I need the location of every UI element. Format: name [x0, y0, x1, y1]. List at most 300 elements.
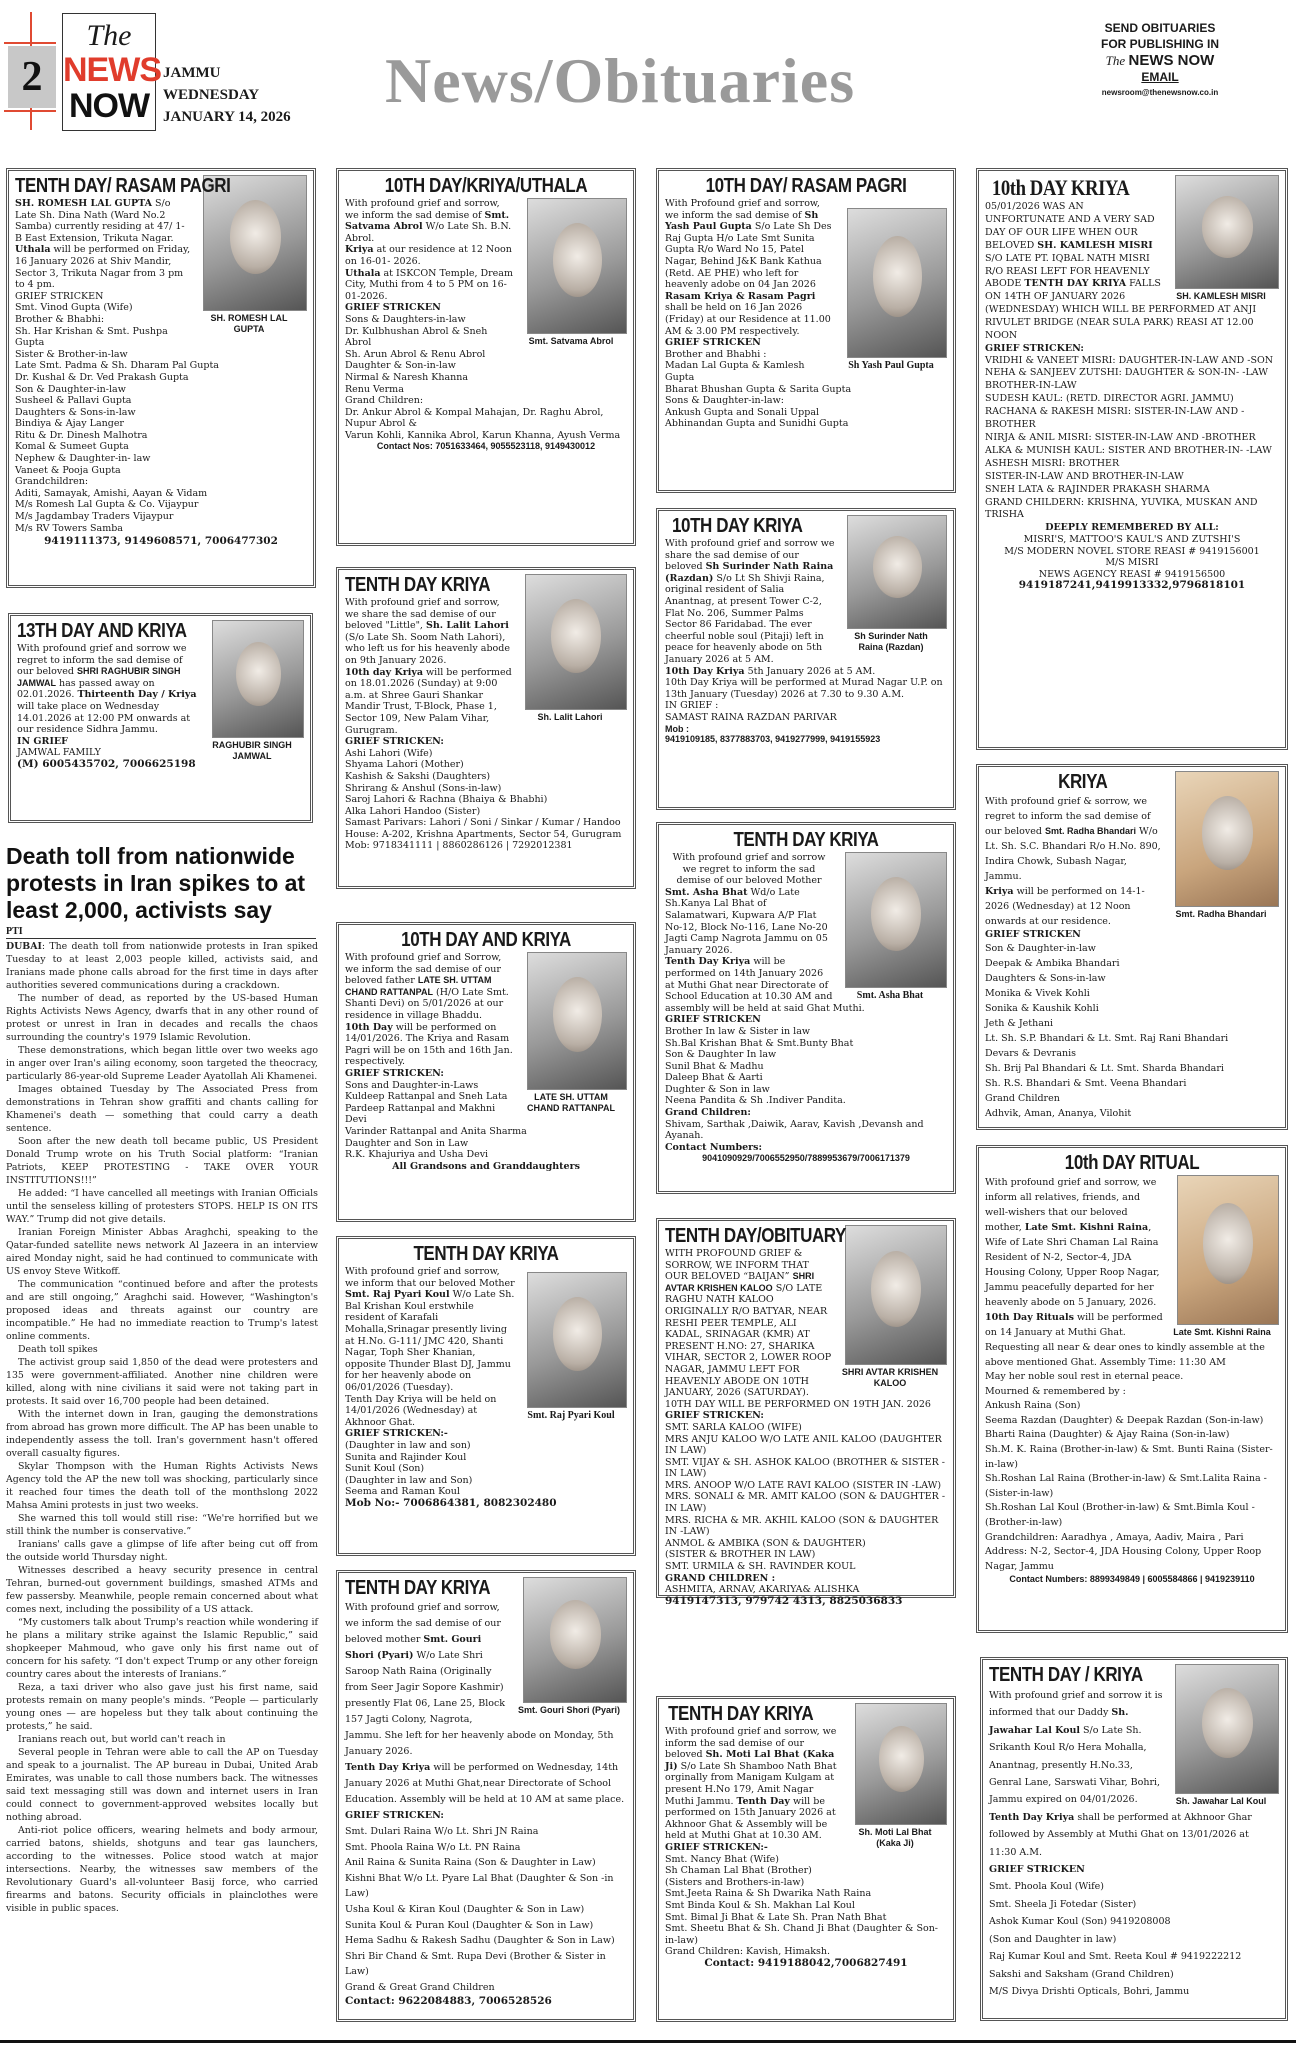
- list-line: Pardeep Rattanpal and Makhni Devi: [345, 1102, 496, 1126]
- logo-now: NOW: [68, 87, 150, 125]
- contact-numbers: 9419109185, 8377883703, 9419277999, 9419155923: [665, 733, 881, 744]
- list-line: Smt. Sheela Ji Fotedar (Sister): [989, 1898, 1137, 1910]
- article-paragraph: Skylar Thompson with the Human Rights Activists News Agency told the AP the new toll was shocking, particularly since it reached four times the death toll of the monthslong 2022 Mahsa Amini protests in just two weeks.: [6, 1461, 318, 1511]
- list-line: Shyama Lahori (Mother): [345, 759, 464, 771]
- email-link[interactable]: newsroom@thenewsnow.co.in: [1101, 88, 1219, 97]
- list-line: Varinder Rattanpal and Anita Sharma: [345, 1125, 527, 1137]
- obituary-title: 10th DAY KRIYA: [991, 175, 1130, 200]
- list-line: Son & Daughter-in-law: [985, 942, 1096, 954]
- grief-stricken-label: GRIEF STRICKEN: [345, 302, 441, 314]
- photo-block: [1171, 1175, 1279, 1338]
- grief-stricken-label: GRIEF STRICKEN: [665, 1014, 761, 1026]
- list-line: Sh.M. K. Raina (Brother-in-law) & Smt. Bunti Raina (Sister-in-law): [985, 1443, 1273, 1470]
- list-line: Smt. Phoola Koul (Wife): [989, 1881, 1104, 1893]
- deceased-name: SH. ROMESH LAL GUPTA: [15, 198, 153, 209]
- list-line: Shrirang & Anshul (Sons-in-law): [345, 782, 502, 794]
- mourners-list: [665, 1026, 947, 1107]
- list-line: (Daughter in law and Son): [345, 1474, 473, 1486]
- list-line: Daughter & Son-in-law: [345, 360, 456, 372]
- list-line: Bindiya & Ajay Langer: [15, 418, 124, 430]
- deceased-name: SHRI RAGHUBIR SINGH JAMWAL: [17, 666, 181, 688]
- list-line: Sh. Brij Pal Bhandari & Lt. Smt. Sharda Bhandari: [985, 1062, 1224, 1074]
- list-line: Bharat Bhushan Gupta & Sarita Gupta: [665, 383, 852, 395]
- contact-numbers: Contact Nos: 7051633464, 9055523118, 9149430012: [376, 441, 596, 452]
- send-news-now: NEWS NOW: [1128, 52, 1215, 69]
- obituary-body: With profound grief and sorrow we regret to inform the sad demise of our beloved SHRI RAGHUBIR SINGH JAMWAL has passed away on 02.01.2026. Thirteenth Day / Kriya will take place on Wednesday 14.01.2026 at 12:00 PM onwards at our residence Sidhra Jammu.: [17, 643, 197, 736]
- grief-stricken-label: GRIEF STRICKEN: [989, 1864, 1085, 1876]
- list-line: Bharti Raina (Daughter) & Ajay Raina (Son-in-law): [985, 1429, 1230, 1441]
- photo-caption: Smt. Raj Pyari Koul: [527, 1410, 615, 1421]
- photo-caption: SH. KAMLESH MISRI: [1176, 291, 1266, 301]
- newspaper-logo: [62, 13, 161, 131]
- page-number: 2: [8, 46, 56, 108]
- article-paragraph: She warned this toll would still rise: “We're horrified but we still think the number is conservative.”: [6, 1513, 318, 1537]
- list-line: MRS ANJU KALOO W/O LATE ANIL KALOO (DAUGHTER IN LAW): [665, 1433, 942, 1457]
- edition-date: JANUARY 14, 2026: [163, 109, 291, 125]
- photo-caption: SH. ROMESH LAL GUPTA: [210, 313, 288, 334]
- mourners-list: [665, 1854, 947, 1958]
- list-line: Kashish & Sakshi (Daughters): [345, 770, 491, 782]
- list-line: Mob: 9718341111 | 8860286126 | 7292012381: [345, 840, 573, 852]
- send-obituaries-box: [1080, 20, 1240, 101]
- mourners-list: [989, 1878, 1279, 2000]
- photo-caption: LATE SH. UTTAM CHAND RATTANPAL: [527, 1092, 615, 1113]
- obituary-kamlesh-misri: [976, 168, 1288, 750]
- list-line: (SISTER & BROTHER IN LAW): [665, 1549, 816, 1561]
- email-label: EMAIL: [1141, 70, 1179, 84]
- list-line: Sons & Daughters-in-law: [345, 313, 466, 325]
- list-line: Sh.Bal Krishan Bhat & Smt.Bunty Bhat: [665, 1037, 854, 1049]
- page-number-marker: [4, 12, 56, 130]
- obituary-title: TENTH DAY/OBITUARY: [665, 1225, 846, 1247]
- list-line: MISRI'S, MATTOO'S KAUL'S AND ZUTSHI'S: [1023, 533, 1241, 545]
- list-line: Sons & Daughter-in-law:: [665, 395, 784, 407]
- list-line: MRS. RICHA & MR. AKHIL KALOO (SON & DAUGHTER IN -LAW): [665, 1514, 939, 1538]
- deceased-name: Smt. Raj Pyari Koul: [345, 1289, 450, 1301]
- grief-stricken-label: GRIEF STRICKEN:-: [665, 1841, 768, 1853]
- article-paragraphs: [6, 992, 318, 1915]
- list-line: Jeth & Jethani: [985, 1017, 1054, 1029]
- list-line: Late Smt. Padma & Sh. Dharam Pal Gupta: [15, 360, 219, 372]
- list-line: Son & Daughter-in-law: [15, 383, 126, 395]
- list-line: Sonika & Kaushik Kohli: [985, 1002, 1099, 1014]
- marker-line: [4, 42, 56, 44]
- mourners-list: [985, 1370, 1279, 1574]
- obituary-asha-bhat: TENTH DAY KRIYA Smt. Asha Bhat With profound grief and sorrow we regret to inform the sad demise of our beloved Mother Smt. Asha Bhat Wd/o Late Sh.Kanya Lal Bhat of Salamatwari, Kupwara A/P Flat No-12, Block No-116, Lane No-20 Jagti Camp Nagrota Jammu on 05 January 2026. Tenth Day Kriya will be performed on 14th January 2026 at Muthi Ghat near Directorate of School Education at 10.30 AM and assembly will be held at said Ghat Muthi. GRIEF STRICKEN Brother In law & Sister in law Sh.Bal Krishan Bhat & Smt.Bunty Bhat Son & Daughter In law Sunil Bhat & Madhu Daleep Bhat & Aarti Dughter & Son in law Neena Pandita & Sh .Indiver Pandita. Grand Children: Shivam, Sarthak ,Daiwik, Aarav, Kavish ,Devansh and Ayanah. Contact Numbers: 9041090929/7006552950/7889953679/7006171379: [656, 822, 956, 1194]
- list-line: Sh.Roshan Lal Raina (Brother-in-law) & Smt.Lalita Raina -(Sister-in-law): [985, 1473, 1267, 1499]
- list-line: (Daughter in law and son): [345, 1439, 471, 1451]
- grief-stricken-label: GRIEF STRICKEN:: [985, 342, 1084, 354]
- photo-block: [521, 952, 627, 1114]
- list-line: Sunil Bhat & Madhu: [665, 1060, 764, 1072]
- list-line: Daughter and Son in Law: [345, 1137, 469, 1149]
- obituary-title: TENTH DAY KRIYA: [733, 829, 879, 851]
- obituary-title: 13TH DAY AND KRIYA: [17, 620, 187, 642]
- grief-stricken-label: GRIEF STRICKEN:-: [345, 1428, 448, 1440]
- article-paragraph: He added: “I have cancelled all meetings with Iranian Officials until the senseless killing of protesters STOPS. HELP IS ON ITS WAY.” Trump did not give details.: [6, 1188, 318, 1225]
- list-line: R.K. Khajuriya and Usha Devi: [345, 1149, 489, 1161]
- mob-label: Mob :: [665, 723, 689, 734]
- list-line: Smt. Nancy Bhat (Wife): [665, 1853, 779, 1865]
- obituary-title: TENTH DAY KRIYA: [345, 1577, 491, 1599]
- obituary-moti-lal-bhat: [656, 1696, 956, 2022]
- list-line: Hema Sadhu & Rakesh Sadhu (Daughter & Son in Law): [345, 1935, 615, 1947]
- list-line: Nephew & Daughter-in- law: [15, 453, 151, 465]
- logo-news: NEWS: [63, 51, 161, 89]
- article-body: [6, 940, 318, 1915]
- list-line: Dr. Kulbhushan Abrol & Sneh Abrol: [345, 325, 488, 349]
- list-line: Grandchildren: Aaradhya , Amaya, Aadiv, Maira , Pari: [985, 1531, 1244, 1543]
- list-line: Daughters & Sons-in-law: [985, 972, 1106, 984]
- obituary-body: With profound grief and sorrow, we inform the sad demise of our beloved mother Smt. Gouri Shori (Pyari) W/o Late Shri Saroop Nath Raina (Originally from Seer Jagir Sopore Kashmir) presently Flat 06, Lane 25, Block 157 Jagti Colony, Nagrota, Jammu. She left for her heavenly abode on Monday, 5th January 2026.: [345, 1602, 614, 1757]
- obituary-title: 10TH DAY KRIYA: [672, 515, 803, 537]
- article-paragraph: Iranians reach out, but world can't reach in: [18, 1734, 226, 1745]
- list-line: Raj Kumar Koul and Smt. Reeta Koul # 9419222212: [989, 1951, 1242, 1963]
- photo-block: [839, 1225, 947, 1389]
- list-line: Deepak & Ambika Bhandari: [985, 957, 1120, 969]
- obituary-body: With profound grief and sorrow, we inform that our beloved Mother Smt. Raj Pyari Koul W/o Late Sh. Bal Krishan Koul erstwhile resident of Karafali Mohalla,Srinagar presently living at H.No. G-111/ JMC 420, Shanti Nagar, Toph Sher Khanian, opposite Thunder Blast DJ, Jammu for her heavenly abode on 06/01/2026 (Tuesday).: [345, 1266, 515, 1393]
- list-line: ANMOL & AMBIKA (SON & DAUGHTER): [665, 1537, 866, 1549]
- list-line: Ankush Gupta and Sonali Uppal: [665, 406, 820, 418]
- list-line: Smt. Vinod Gupta (Wife): [15, 302, 133, 314]
- photo-caption: Smt. Gouri Shori (Pyari): [517, 1705, 620, 1715]
- mourners-list: [665, 1422, 947, 1573]
- obituary-gouri-shori: Smt. Gouri Shori (Pyari) TENTH DAY KRIYA With profound grief and sorrow, we inform the sad demise of our beloved mother Smt. Gouri Shori (Pyari) W/o Late Shri Saroop Nath Raina (Originally from Seer Jagir Sopore Kashmir) presently Flat 06, Lane 25, Block 157 Jagti Colony, Nagrota, Jammu. She left for her heavenly abode on Monday, 5th January 2026. Tenth Day Kriya will be performed on Wednesday, 14th January 2026 at Muthi Ghat,near Directorate of School Education. Assembly will be held at 10 AM at same place. GRIEF STRICKEN: Smt. Dulari Raina W/o Lt. Shri JN Raina Smt. Phoola Raina W/o Lt. PN Raina Anil Raina & Sunita Raina (Son & Daughter in Law) Kishni Bhat W/o Lt. Pyare Lal Bhat (Daughter & Son -in Law) Usha Koul & Kiran Koul (Daughter & Son in Law) Sunita Koul & Puran Koul (Daughter & Son in Law) Hema Sadhu & Rakesh Sadhu (Daughter & Son in Law) Shri Bir Chand & Smt. Rupa Devi (Brother & Sister in Law) Grand & Great Grand Children Contact: 9622084883, 7006528526: [336, 1570, 636, 2022]
- list-line: Sh. Arun Abrol & Renu Abrol: [345, 348, 486, 360]
- list-line: Son & Daughter In law: [665, 1049, 777, 1061]
- portrait-photo: [845, 852, 947, 988]
- page-footer-rule: [0, 2040, 1296, 2043]
- list-line: Seema and Raman Koul: [345, 1486, 460, 1498]
- list-line: Daughters & Sons-in-law: [15, 406, 136, 418]
- photo-caption: Sh Yash Paul Gupta: [848, 360, 934, 371]
- portrait-photo: [527, 1272, 627, 1408]
- obituary-body: With profound grief and Sorrow, we inform the sad demise of our beloved father LATE SH. UTTAM CHAND RATTANPAL (H/O Late Smt. Shanti Devi) on 5/01/2026 at our residence in village Bhaddu.: [345, 952, 509, 1021]
- mourners-list: [985, 355, 1279, 523]
- grief-stricken-label: GRIEF STRICKEN: [665, 337, 761, 349]
- obituary-body: With profound grief and sorrow, we inform the sad demise of our beloved Sh. Moti Lal Bhat (Kaka Ji) S/o Late Sh Shamboo Nath Bhat orginally from Manigam Kulgam at present H.No 179, Amit Nagar Muthi Jammu. Tenth Day will be performed on 15th January 2026 at Akhnoor Ghat & Assembly will be held at Muthi Ghat at 10.30 AM.: [665, 1726, 837, 1842]
- send-brand: [1080, 52, 1240, 69]
- article-paragraph: Reza, a taxi driver who also gave just his first name, said protests remain on many people's minds. “People — particularly young ones — are hopeless but they talk about continuing the protests,” he said.: [6, 1682, 318, 1732]
- photo-block: [521, 198, 627, 347]
- list-line: Devars & Devranis: [985, 1047, 1077, 1059]
- list-line: Brother and Bhabhi :: [665, 348, 767, 360]
- article-paragraph: “My customers talk about Trump's reaction while wondering if he plans a military strike against the Islamic Republic,” said shopkeeper Mahmoud, who gave only his first name out of concern for his safety. “I don't expect Trump or any other foreign country cares about the interests of Iranians.”: [6, 1617, 318, 1680]
- photo-caption: Smt. Satvama Abrol: [528, 336, 614, 346]
- list-line: Dr. Kushal & Dr. Ved Prakash Gupta: [15, 371, 189, 383]
- list-line: Address: N-2, Sector-4, JDA Housing Colony, Upper Roop Nagar, Jammu: [985, 1546, 1262, 1572]
- obituary-yash-paul-gupta: 10TH DAY/ RASAM PAGRI Sh Yash Paul Gupta With Profound grief and sorrow, we inform the sad demise of Sh Yash Paul Gupta S/o Late Sh Des Raj Gupta H/o Late Smt Sunita Gupta R/o Ward No 15, Patel Nagar, Behind J&K Bank Kathua (Retd. AE PHE) who left for heavenly adobe on 04 Jan 2026 Rasam Kriya & Rasam Pagri shall be held on 16 Jan 2026 (Friday) at our Residence at 11.00 AM & 3.00 PM respectively. GRIEF STRICKEN Brother and Bhabhi : Madan Lal Gupta & Kamlesh Gupta Bharat Bhushan Gupta & Sarita Gupta Sons & Daughter-in-law: Ankush Gupta and Sonali Uppal Abhinandan Gupta and Sunidhi Gupta: [656, 168, 956, 493]
- in-grief-label: IN GRIEF: [17, 735, 68, 747]
- contact-numbers: 9419111373, 9149608571, 7006477302: [44, 535, 278, 548]
- list-line: Grand Children: [985, 1092, 1060, 1104]
- article-paragraph: Images obtained Tuesday by The Associated Press from demonstrations in Tehran show graffiti and chants calling for Khamenei's death — something that could carry a death sentence.: [6, 1084, 318, 1134]
- list-line: Sh Chaman Lal Bhat (Brother): [665, 1865, 812, 1877]
- list-line: Smt. Phoola Raina W/o Lt. PN Raina: [345, 1841, 521, 1853]
- article-headline: Death toll from nationwide protests in Iran spikes to at least 2,000, activists say: [6, 843, 306, 923]
- obituary-body: With profound grief and sorrow it is informed that our Daddy Sh. Jawahar Lal Koul S/o Late Sh. Srikanth Koul R/o Hera Mohalla, Anantnag, presently H.No.33, Genral Lane, Sarswati Vihar, Bohri, Jammu expired on 04/01/2026.: [989, 1690, 1163, 1806]
- grief-stricken-label: GRIEF STRICKEN:: [345, 736, 444, 748]
- obituary-satvama-abrol: 10TH DAY/KRIYA/UTHALA Smt. Satvama Abrol With profound grief and sorrow, we inform the sad demise of Smt. Satvama Abrol W/o Late Sh. B.N. Abrol. Kriya at our residence at 12 Noon on 16-01- 2026. Uthala at ISKCON Temple, Dream City, Muthi from 4 to 5 PM on 16-01-2026. GRIEF STRICKEN Sons & Daughters-in-law Dr. Kulbhushan Abrol & Sneh Abrol Sh. Arun Abrol & Renu Abrol Daughter & Son-in-law Nirmal & Naresh Khanna Renu Verma Grand Children: Dr. Ankur Abrol & Kompal Mahajan, Dr. Raghu Abrol, Nupur Abrol & Varun Kohli, Kannika Abrol, Karun Khanna, Ayush Verma Contact Nos: 7051633464, 9055523118, 9149430012: [336, 168, 636, 546]
- list-line: Smt Binda Koul & Sh. Makhan Lal Koul: [665, 1899, 855, 1911]
- list-line: Kuldeep Rattanpal and Sneh Lata: [345, 1091, 508, 1103]
- list-line: ALKA & MUNISH KAUL: SISTER AND BROTHER-IN- -LAW: [985, 444, 1272, 456]
- obituary-body: With profound grief and sorrow we share the sad demise of our beloved Sh Surinder Nath Raina (Razdan) S/o Lt Sh Shivji Raina, original resident of Salia Anantnag, at present Tower C-2, Flat No. 206, Summer Palms Sector 86 Faridabad. The ever cheerful noble soul (Pitaji) left in peace for heavenly abode on 5th January 2026 at 5 AM.: [665, 538, 835, 665]
- list-line: GRAND CHILDERN: KRISHNA, YUVIKA, MUSKAN AND TRISHA: [985, 496, 1258, 521]
- list-line: M/S MODERN NOVEL STORE REASI # 9419156001: [1004, 545, 1260, 557]
- obituary-body: With profound grief and sorrow, we share the sad demise of our beloved "Little", Sh. Lalit Lahori (S/o Late Sh. Soom Nath Lahori), who left us for his heavenly abode on 9th January 2026.: [345, 597, 510, 666]
- list-line: Shri Bir Chand & Smt. Rupa Devi (Brother & Sister in Law): [345, 1950, 606, 1978]
- list-line: ASHESH MISRI: BROTHER: [985, 457, 1120, 469]
- portrait-photo: [1177, 1175, 1279, 1325]
- article-paragraph: Witnesses described a heavy security presence in central Tehran, burned-out government buildings, smashed ATMs and few passersby. Meanwhile, people remain concerned about what comes next, including the possibility of a US attack.: [6, 1565, 318, 1615]
- list-line: Daleep Bhat & Aarti: [665, 1072, 763, 1084]
- contact-numbers: Contact Numbers: 8899349849 | 6005584866 | 9419239110: [1009, 1574, 1255, 1585]
- obituary-body: With profound grief & sorrow, we regret to inform the sad demise of our beloved Smt. Radha Bhandari W/o Lt. Sh. S.C. Bhandari R/o H.No. 890, Indira Chowk, Subash Nagar, Jammu.: [985, 796, 1161, 882]
- deceased-name: Late Smt. Kishni Raina: [1024, 1222, 1149, 1233]
- family-name: SAMAST RAINA RAZDAN PARIVAR: [665, 711, 837, 723]
- contact-numbers: (M) 6005435702, 7006625198: [17, 757, 196, 770]
- photo-block: [521, 1266, 627, 1421]
- list-line: Madan Lal Gupta & Kamlesh Gupta: [665, 360, 805, 383]
- obituary-title: KRIYA: [1058, 771, 1108, 793]
- grief-stricken-label: GRIEF STRICKEN:: [345, 1067, 444, 1079]
- grief-stricken-label: GRIEF STRICKEN: [985, 929, 1081, 940]
- list-line: SMT. SARLA KALOO (WIFE): [665, 1421, 802, 1433]
- contact-numbers: 9419147313, 979742 4313, 8825036833: [665, 1594, 903, 1607]
- obituary-body: With Profound grief and sorrow, we inform the sad demise of Sh Yash Paul Gupta S/o Late Sh Des Raj Gupta H/o Late Smt Sunita Gupta R/o Ward No 15, Patel Nagar, Behind J&K Bank Kathua (Retd. AE PHE) who left for heavenly adobe on 04 Jan 2026: [665, 198, 832, 291]
- send-line: FOR PUBLISHING IN: [1100, 37, 1219, 51]
- list-line: House: A-202, Krishna Apartments, Sector 54, Gurugram: [345, 828, 622, 840]
- list-line: M/s Jagdambay Traders Vijaypur: [15, 511, 174, 523]
- deceased-name: Smt. Satvama Abrol: [345, 209, 510, 233]
- list-line: SMT. VIJAY & SH. ASHOK KALOO (BROTHER & SISTER -IN LAW): [665, 1456, 946, 1480]
- list-line: Komal & Sumeet Gupta: [15, 441, 129, 453]
- list-line: Sakshi and Saksham (Grand Children): [989, 1968, 1174, 1980]
- list-line: Ankush Raina (Son): [985, 1400, 1081, 1412]
- list-line: BROTHER-IN-LAW: [985, 380, 1077, 392]
- list-line: SMT. URMILA & SH. RAVINDER KOUL: [665, 1561, 856, 1573]
- photo-caption: Late Smt. Kishni Raina: [1173, 1327, 1271, 1337]
- obituary-raghubir-singh-jamwal: [8, 613, 313, 823]
- contact-numbers: Mob No:- 7006864381, 8082302480: [345, 1496, 557, 1509]
- obituary-radha-bhandari: Smt. Radha Bhandari KRIYA With profound grief & sorrow, we regret to inform the sad demise of our beloved Smt. Radha Bhandari W/o Lt. Sh. S.C. Bhandari R/o H.No. 890, Indira Chowk, Subash Nagar, Jammu. Kriya will be performed on 14-1-2026 (Wednesday) at 12 Noon onwards at our residence. GRIEF STRICKEN Son & Daughter-in-law Deepak & Ambika Bhandari Daughters & Sons-in-law Monika & Vivek Kohli Sonika & Kaushik Kohli Jeth & Jethani Lt. Sh. S.P. Bhandari & Lt. Smt. Raj Rani Bhandari Devars & Devranis Sh. Brij Pal Bhandari & Lt. Smt. Sharda Bhandari Sh. R.S. Bhandari & Smt. Veena Bhandari Grand Children Adhvik, Aman, Ananya, Vilohit: [976, 764, 1288, 1130]
- article-paragraph: DUBAI: The death toll from nationwide protests in Iran spiked Tuesday to at least 2,003 people killed, activists said, and Iranians made phone calls abroad for the first time in days after authorities severed communications during a crackdown.: [6, 941, 318, 991]
- list-line: Sister & Brother-in-law: [15, 348, 128, 360]
- list-line: (Sisters and Brothers-in-law): [665, 1876, 805, 1888]
- masthead: [0, 0, 1296, 160]
- deceased-name: LATE SH. UTTAM CHAND RATTANPAL: [345, 975, 492, 997]
- list-line: Usha Koul & Kiran Koul (Daughter & Son in Law): [345, 1903, 585, 1915]
- photo-caption: SHRI AVTAR KRISHEN KALOO: [841, 1367, 939, 1388]
- list-line: Kishni Bhat W/o Lt. Pyare Lal Bhat (Daughter & Son -in Law): [345, 1872, 614, 1900]
- list-line: Smt. Sheetu Bhat & Sh. Chand Ji Bhat (Daughter & Son-in-law): [665, 1923, 939, 1946]
- article-byline: PTI: [6, 926, 316, 939]
- remembered-label: DEEPLY REMEMBERED BY ALL:: [1045, 522, 1219, 534]
- list-line: Smt.Jeeta Raina & Sh Dwarika Nath Raina: [665, 1888, 872, 1900]
- list-line: Sunita and Rajinder Koul: [345, 1451, 467, 1463]
- list-line: Grandchildren:: [15, 476, 89, 488]
- contact-numbers: Contact: 9622084883, 7006528526: [345, 1994, 552, 2007]
- list-line: Smt. Dulari Raina W/o Lt. Shri JN Raina: [345, 1826, 539, 1837]
- contact-numbers: 9041090929/7006552950/7889953679/7006171379: [702, 1153, 910, 1164]
- list-line: Samast Parivars: Lahori / Soni / Sinkar / Kumar / Handoo: [345, 817, 621, 829]
- list-line: NIRJA & ANIL MISRI: SISTER-IN-LAW AND -BROTHER: [985, 432, 1256, 443]
- list-line: M/s RV Towers Samba: [15, 522, 123, 534]
- obituary-title: 10th DAY RITUAL: [1064, 1152, 1200, 1174]
- article-paragraph: Death toll spikes: [18, 1344, 98, 1355]
- send-the: The: [1105, 53, 1126, 68]
- list-line: Nirmal & Naresh Khanna: [345, 371, 469, 383]
- obituary-romesh-lal-gupta: [6, 168, 316, 588]
- edition-dateline: [163, 62, 291, 128]
- obituary-avtar-krishen-kaloo: SHRI AVTAR KRISHEN KALOO TENTH DAY/OBITUARY WITH PROFOUND GRIEF & SORROW, WE INFORM THAT OUR BELOVED “BAIJAN” SHRI AVTAR KRISHEN KALOO S/O LATE RAGHU NATH KALOO ORIGINALLY R/O BATYAR, NEAR RESHI PEER TEMPLE, ALI KADAL, SRINAGAR (KMR) AT PRESENT H.NO: 27, SHARIKA VIHAR, SECTOR 2, LOWER ROOP NAGAR, JAMMU LEFT FOR HEAVENLY ABODE ON 10TH JANUARY, 2026 (SATURDAY). 10TH DAY WILL BE PERFORMED ON 19TH JAN. 2026 GRIEF STRICKEN: SMT. SARLA KALOO (WIFE) MRS ANJU KALOO W/O LATE ANIL KALOO (DAUGHTER IN LAW) SMT. VIJAY & SH. ASHOK KALOO (BROTHER & SISTER -IN LAW) MRS. ANOOP W/O LATE RAVI KALOO (SISTER IN -LAW) MRS. SONALI & MR. AMIT KALOO (SON & DAUGHTER -IN LAW) MRS. RICHA & MR. AKHIL KALOO (SON & DAUGHTER IN -LAW) ANMOL & AMBIKA (SON & DAUGHTER) (SISTER & BROTHER IN LAW) SMT. URMILA & SH. RAVINDER KOUL GRAND CHILDREN : ASHMITA, ARNAV, AKARIYA& ALISHKA 9419147313, 979742 4313, 8825036833: [656, 1218, 956, 1598]
- contact-numbers: Contact: 9419188042,7006827491: [704, 1956, 908, 1969]
- list-line: Sons and Daughter-in-Laws: [345, 1079, 479, 1091]
- list-line: MRS. ANOOP W/O LATE RAVI KALOO (SISTER IN -LAW): [665, 1479, 942, 1491]
- mourners-list: [345, 1440, 627, 1498]
- list-line: Monika & Vivek Kohli: [985, 987, 1090, 999]
- list-line: NEHA & SANJEEV ZUTSHI: DAUGHTER & SON-IN- -LAW: [985, 367, 1268, 379]
- portrait-photo: [527, 198, 627, 334]
- article-paragraph: Anti-riot police officers, wearing helmets and body armour, carried batons, shields, shotguns and tear gas launchers, according to the witnesses. Police stood watch at major intersections. Nearby, the witnesses saw members of the Revolutionary Guard's all-volunteer Basij force, who carried firearms and batons. Security officials in plainclothes were visible in public spaces.: [6, 1825, 318, 1914]
- list-line: MRS. SONALI & MR. AMIT KALOO (SON & DAUGHTER -IN LAW): [665, 1491, 946, 1515]
- list-line: Lt. Sh. S.P. Bhandari & Lt. Smt. Raj Rani Bhandari: [985, 1032, 1229, 1044]
- list-line: Smt. Bimal Ji Bhat & Late Sh. Pran Nath Bhat: [665, 1911, 887, 1923]
- list-line: Ritu & Dr. Dinesh Malhotra: [15, 429, 148, 441]
- list-line: NEWS AGENCY REASI # 9419156500: [1038, 568, 1226, 580]
- obituary-body: SH. ROMESH LAL GUPTA S/o Late Sh. Dina Nath (Ward No.2 Samba) currently residing at 47/ 1-B East Extension, Trikuta Nagar. Uthala will be performed on Friday, 16 January 2026 at Shiv Mandir, Sector 3, Trikuta Nagar from 3 pm to 4 pm.: [15, 198, 191, 291]
- marker-line: [4, 110, 56, 112]
- list-line: Neena Pandita & Sh .Indiver Pandita.: [665, 1095, 846, 1107]
- portrait-photo: [527, 952, 627, 1090]
- list-line: Varun Kohli, Kannika Abrol, Karun Khanna, Ayush Verma: [345, 429, 621, 441]
- obituary-body: With profound grief and sorrow, we inform all relatives, friends, and well-wishers that our beloved mother, Late Smt. Kishni Raina, Wife of Late Shri Chaman Lal Raina Resident of N-2, Sector-4, JDA Housing Colony, Upper Roop Nagar, Jammu peacefully departed for her heavenly abode on 5 January, 2026.: [985, 1177, 1160, 1308]
- photo-block: [839, 852, 947, 1001]
- list-line: Dughter & Son in law: [665, 1083, 770, 1095]
- list-line: SUDESH KAUL: (RETD. DIRECTOR AGRI. JAMMU): [985, 393, 1234, 405]
- obituary-body: Smt. Asha Bhat Wd/o Late Sh.Kanya Lal Bhat of Salamatwari, Kupwara A/P Flat No-12, Block No-116, Lane No-20 Jagti Camp Nagrota Jammu on 05 January 2026.: [665, 886, 828, 956]
- mourners-list: [345, 1824, 627, 1996]
- obituary-title: 10TH DAY/KRIYA/UTHALA: [384, 175, 588, 197]
- obituary-lalit-lahori: Sh. Lalit Lahori TENTH DAY KRIYA With profound grief and sorrow, we share the sad demise of our beloved "Little", Sh. Lalit Lahori (S/o Late Sh. Soom Nath Lahori), who left us for his heavenly abode on 9th January 2026. 10th day Kriya will be performed on 18.01.2026 (Sunday) at 9:00 a.m. at Shree Gauri Shankar Mandir Trust, T-Block, Phase 1, Sector 109, New Palam Vihar, Gurugram. GRIEF STRICKEN: Ashi Lahori (Wife) Shyama Lahori (Mother) Kashish & Sakshi (Daughters) Shrirang & Anshul (Sons-in-law) Saroj Lahori & Rachna (Bhaiya & Bhabhi) Alka Lahori Handoo (Sister) Samast Parivars: Lahori / Soni / Sinkar / Kumar / Handoo House: A-202, Krishna Apartments, Sector 54, Gurugram Mob: 9718341111 | 8860286126 | 7292012381: [336, 567, 636, 889]
- list-line: Adhvik, Aman, Ananya, Vilohit: [985, 1107, 1132, 1119]
- article-paragraph: With the internet down in Iran, gauging the demonstrations from abroad has grown more difficult. The AP has been unable to independently assess the toll. Iran's government hasn't offered overall casualty figures.: [6, 1409, 318, 1459]
- send-line: SEND OBITUARIES: [1104, 21, 1216, 35]
- list-line: Anil Raina & Sunita Raina (Son & Daughter in Law): [345, 1857, 596, 1869]
- article-paragraph: The activist group said 1,850 of the dead were protesters and 135 were government-affiliated. Another nine children were killed, along with nine civilians it said were not taking part in protests. It said over 16,700 people had been detained.: [6, 1357, 318, 1407]
- list-line: Seema Razdan (Daughter) & Deepak Razdan (Son-in-law): [985, 1414, 1264, 1426]
- list-line: Renu Verma: [345, 383, 404, 395]
- obituary-uttam-chand-rattanpal: 10TH DAY AND KRIYA LATE SH. UTTAM CHAND RATTANPAL With profound grief and Sorrow, we inform the sad demise of our beloved father LATE SH. UTTAM CHAND RATTANPAL (H/O Late Smt. Shanti Devi) on 5/01/2026 at our residence in village Bhaddu. 10th Day will be performed on 14/01/2026. The Kriya and Rasam Pagri will be on 15th and 16th Jan. respectively. GRIEF STRICKEN: Sons and Daughter-in-Laws Kuldeep Rattanpal and Sneh Lata Pardeep Rattanpal and Makhni Devi Varinder Rattanpal and Anita Sharma Daughter and Son in Law R.K. Khajuriya and Usha Devi All Grandsons and Granddaughters: [336, 922, 636, 1222]
- deceased-name: Smt. Asha Bhat: [665, 886, 748, 898]
- list-line: Sunit Koul (Son): [345, 1463, 425, 1475]
- contact-numbers: 9419187241,9419913332,9796818101: [1018, 579, 1246, 592]
- list-line: M/S MISRI: [1105, 557, 1159, 569]
- list-line: Saroj Lahori & Rachna (Bhaiya & Bhabhi): [345, 794, 548, 806]
- list-line: (Son and Daughter in law): [989, 1933, 1117, 1945]
- photo-caption: RAGHUBIR SINGH JAMWAL: [212, 740, 292, 761]
- article-paragraph: The number of dead, as reported by the US-based Human Rights Activists News Agency, dwarfs that in any other round of protest or unrest in Iran in decades and recalls the chaos surrounding the country's 1979 Islamic Revolution.: [6, 993, 318, 1043]
- list-line: Ashi Lahori (Wife): [345, 747, 433, 759]
- article-paragraph: Iranian Foreign Minister Abbas Araghchi, speaking to the Qatar-funded satellite news network Al Jazeera in an interview aired Monday night, said he had continued to communicate with US envoy Steve Witkoff.: [6, 1227, 318, 1277]
- list-line: Brother In law & Sister in law: [665, 1025, 811, 1037]
- list-line: Ashok Kumar Koul (Son) 9419208008: [989, 1916, 1171, 1928]
- list-line: VRIDHI & VANEET MISRI: DAUGHTER-IN-LAW AND -SON: [985, 354, 1274, 366]
- deceased-name: Sh. Moti Lal Bhat (Kaka Ji): [665, 1749, 835, 1772]
- list-line: Susheel & Pallavi Gupta: [15, 395, 132, 407]
- deceased-name: Sh Yash Paul Gupta: [665, 209, 819, 233]
- article-paragraph: The communication “continued before and after the protests and are still ongoing,” Araghchi said. However, “Washington's proposed ideas and threats against our country are incompatible.” He had no immediate reaction to Trump's latest online comments.: [6, 1279, 318, 1342]
- deceased-name: Sh. Jawahar Lal Koul: [989, 1707, 1129, 1736]
- obituary-title: TENTH DAY KRIYA: [413, 1243, 559, 1265]
- article-dateline: DUBAI: [6, 941, 42, 952]
- article-paragraph: Iranians' calls gave a glimpse of life after being cut off from the outside world Thursday night.: [6, 1539, 318, 1563]
- family-name: JAMWAL FAMILY: [17, 747, 101, 759]
- list-line: Aditi, Samayak, Amishi, Aayan & Vidam: [15, 487, 208, 499]
- photo-caption: Sh. Moti Lal Bhat (Kaka Ji): [858, 1827, 932, 1848]
- list-line: SISTER-IN-LAW AND BROTHER-IN-LAW: [985, 470, 1184, 482]
- photo-block: [197, 175, 307, 335]
- obituary-title: 10TH DAY AND KRIYA: [401, 929, 571, 951]
- grief-stricken-label: GRIEF STRICKEN:: [665, 1410, 764, 1422]
- grief-stricken-label: GRIEF STRICKEN:: [345, 1810, 444, 1821]
- list-line: M/S Divya Drishti Opticals, Bohri, Jammu: [989, 1985, 1190, 1997]
- deceased-name: Sh Surinder Nath Raina (Razdan): [665, 561, 834, 584]
- portrait-photo: [847, 208, 947, 358]
- obituary-raj-pyari-koul: TENTH DAY KRIYA Smt. Raj Pyari Koul With profound grief and sorrow, we inform that our beloved Mother Smt. Raj Pyari Koul W/o Late Sh. Bal Krishan Koul erstwhile resident of Karafali Mohalla,Srinagar presently living at H.No. G-111/ JMC 420, Shanti Nagar, Toph Sher Khanian, opposite Thunder Blast DJ, Jammu for her heavenly abode on 06/01/2026 (Tuesday). Tenth Day Kriya will be held on 14/01/2026 (Wednesday) at Akhnoor Ghat. GRIEF STRICKEN:- (Daughter in law and son) Sunita and Rajinder Koul Sunit Koul (Son) (Daughter in law and Son) Seema and Raman Koul Mob No:- 7006864381, 8082302480: [336, 1236, 636, 1556]
- deceased-name: SH. KAMLESH MISRI: [1037, 239, 1153, 251]
- list-line: Dr. Ankur Abrol & Kompal Mahajan, Dr. Raghu Abrol, Nupur Abrol &: [345, 406, 604, 430]
- list-line: RACHANA & RAKESH MISRI: SISTER-IN-LAW AND -BROTHER: [985, 406, 1245, 431]
- list-line: Alka Lahori Handoo (Sister): [345, 805, 481, 817]
- deceased-name: Sh. Lalit Lahori: [425, 620, 509, 632]
- list-line: May her noble soul rest in eternal peace.: [985, 1371, 1184, 1382]
- obituary-kishni-raina: 10th DAY RITUAL Late Smt. Kishni Raina With profound grief and sorrow, we inform all relatives, friends, and well-wishers that our beloved mother, Late Smt. Kishni Raina, Wife of Late Shri Chaman Lal Raina Resident of N-2, Sector-4, JDA Housing Colony, Upper Roop Nagar, Jammu peacefully departed for her heavenly abode on 5 January, 2026. 10th Day Rituals will be performed on 14 January at Muthi Ghat. Requesting all near & dear ones to kindly assemble at the above mentioned Ghat. Assembly Time: 11:30 AM May her noble soul rest in eternal peace. Mourned & remembered by : Ankush Raina (Son) Seema Razdan (Daughter) & Deepak Razdan (Son-in-law) Bharti Raina (Daughter) & Ajay Raina (Son-in-law) Sh.M. K. Raina (Brother-in-law) & Smt. Bunti Raina (Sister-in-law) Sh.Roshan Lal Raina (Brother-in-law) & Smt.Lalita Raina -(Sister-in-law) Sh.Roshan Lal Koul (Brother-in-law) & Smt.Bimla Koul -(Brother-in-law) Grandchildren: Aaradhya , Amaya, Aadiv, Maira , Pari Address: N-2, Sector-4, JDA Housing Colony, Upper Roop Nagar, Jammu Contact Numbers: 8899349849 | 6005584866 | 9419239110: [976, 1145, 1288, 1633]
- obituary-body: WITH PROFOUND GRIEF & SORROW, WE INFORM THAT OUR BELOVED “BAIJAN” SHRI AVTAR KRISHEN KALOO S/O LATE RAGHU NATH KALOO ORIGINALLY R/O BATYAR, NEAR RESHI PEER TEMPLE, ALI KADAL, SRINAGAR (KMR) AT PRESENT H.NO: 27, SHARIKA VIHAR, SECTOR 2, LOWER ROOP NAGAR, JAMMU LEFT FOR HEAVENLY ABODE ON 10TH JANUARY, 2026 (SATURDAY).: [665, 1248, 832, 1399]
- obituary-jawahar-lal-koul: Sh. Jawahar Lal Koul TENTH DAY / KRIYA With profound grief and sorrow it is informed that our Daddy Sh. Jawahar Lal Koul S/o Late Sh. Srikanth Koul R/o Hera Mohalla, Anantnag, presently H.No.33, Genral Lane, Sarswati Vihar, Bohri, Jammu expired on 04/01/2026. Tenth Day Kriya shall be performed at Akhnoor Ghar followed by Assembly at Muthi Ghat on 13/01/2026 at 11:30 A.M. GRIEF STRICKEN Smt. Phoola Koul (Wife) Smt. Sheela Ji Fotedar (Sister) Ashok Kumar Koul (Son) 9419208008 (Son and Daughter in law) Raj Kumar Koul and Smt. Reeta Koul # 9419222212 Sakshi and Saksham (Grand Children) M/S Divya Drishti Opticals, Bohri, Jammu: [980, 1657, 1288, 2021]
- photo-caption: Smt. Radha Bhandari: [1175, 909, 1267, 919]
- list-line: GRIEF STRICKEN: [15, 290, 104, 302]
- mourners-list: [985, 941, 1279, 1121]
- obituary-body: 05/01/2026 WAS AN UNFORTUNATE AND A VERY SAD DAY OF OUR LIFE WHEN OUR BELOVED SH. KAMLESH MISRI S/O LATE PT. IQBAL NATH MISRI R/O REASI LEFT FOR HEAVENLY ABODE TENTH DAY KRIYA FALLS ON 14TH OF JANUARY 2026 (WEDNESDAY) WHICH WILL BE PERFORMED AT ANJI RIVULET BRIDGE (NEAR SULA PARK) REASI AT 12.00 NOON: [985, 201, 1257, 342]
- deceased-name: Smt. Radha Bhandari: [1044, 826, 1136, 836]
- list-line: Sh. R.S. Bhandari & Smt. Veena Bhandari: [985, 1077, 1187, 1089]
- photo-caption: Smt. Asha Bhat: [856, 990, 924, 1001]
- obituary-title: TENTH DAY KRIYA: [345, 574, 491, 596]
- logo-the: The: [86, 19, 132, 52]
- section-title: News/Obituaries: [385, 45, 856, 116]
- photo-caption: Sh Surinder Nath Raina (Razdan): [854, 631, 928, 652]
- obituary-title: 10TH DAY/ RASAM PAGRI: [705, 175, 907, 197]
- deceased-name: SHRI AVTAR KRISHEN KALOO: [665, 1271, 815, 1293]
- obituary-title: TENTH DAY KRIYA: [668, 1703, 814, 1725]
- edition-city: JAMMU: [163, 65, 221, 81]
- in-grief-label: IN GRIEF :: [665, 700, 719, 712]
- list-line: Sh.Roshan Lal Koul (Brother-in-law) & Smt.Bimla Koul -(Brother-in-law): [985, 1502, 1255, 1528]
- article-paragraph: Several people in Tehran were able to call the AP on Tuesday and speak to a journalist. The AP bureau in Dubai, United Arab Emirates, was unable to call those numbers back. The witnesses said text messaging still was down and internet users in Iran could connect to government-approved websites locally but nothing abroad.: [6, 1747, 318, 1823]
- edition-weekday: WEDNESDAY: [163, 87, 260, 103]
- photo-caption: Sh. Lalit Lahori: [537, 712, 603, 722]
- list-line: Grand Children: Kavish, Himaksh.: [665, 1946, 831, 1958]
- obituary-body: With profound grief and sorrow, we inform the sad demise of Smt. Satvama Abrol W/o Late Sh. B.N. Abrol.: [345, 198, 512, 244]
- list-line: Brother & Bhabhi:: [15, 313, 105, 325]
- photo-block: [841, 198, 947, 371]
- list-line: Grand Children:: [345, 395, 424, 407]
- list-line: SNEH LATA & RAJINDER PRAKASH SHARMA: [985, 483, 1210, 495]
- list-line: Abhinandan Gupta and Sunidhi Gupta: [665, 418, 849, 430]
- deceased-name: Smt. Gouri Shori (Pyari): [345, 1634, 482, 1661]
